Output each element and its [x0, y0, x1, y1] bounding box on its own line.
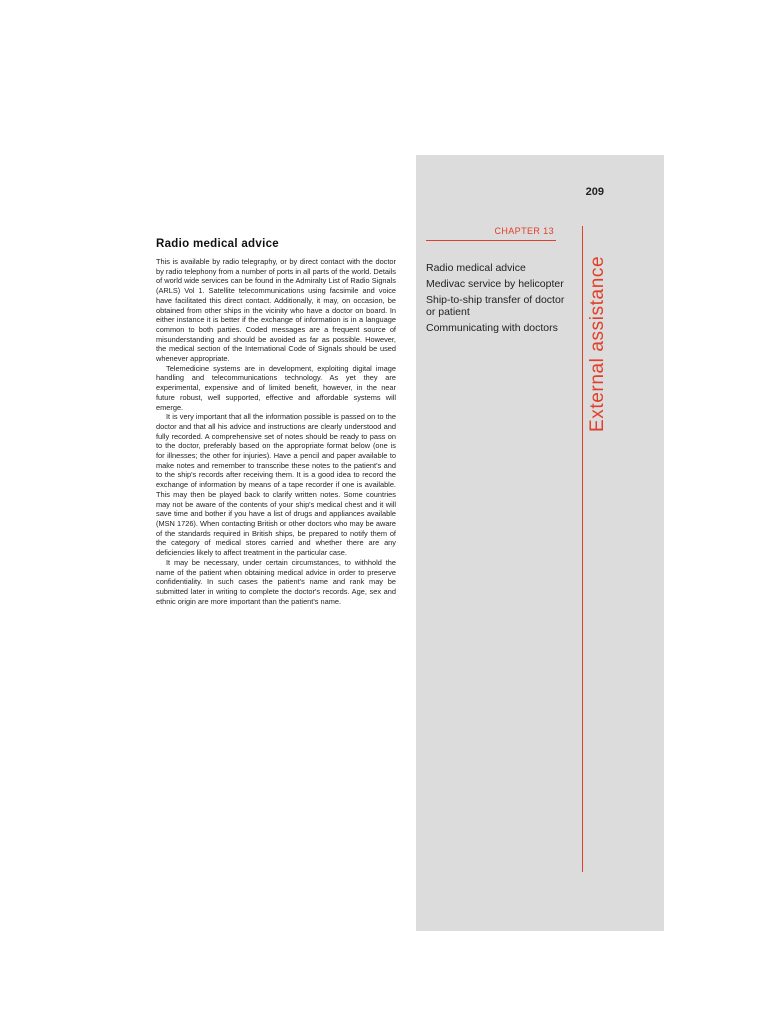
running-title: External assistance: [587, 255, 608, 432]
body-paragraph: It may be necessary, under certain circumstances, to withhold the name of the patient when obtaining medical advice in order to preserve confidentiality. In such cases the patient's name and rank may be submitted later in writing to complete the doctor's records. Age, sex and ethnic origin are more important than the patient's name.: [156, 557, 396, 606]
chapter-contents-list: [426, 262, 566, 338]
body-paragraph: Telemedicine systems are in development, exploiting digital image handling and telecommunications technology. As yet they are experimental, expensive and of limited benefit, however, in the near future robust, well supported, effective and affordable systems will emerge.: [156, 363, 396, 412]
chapter-divider: [426, 240, 556, 241]
contents-item: Communicating with doctors: [426, 322, 558, 334]
page-number: 209: [585, 186, 604, 198]
section-heading: Radio medical advice: [156, 238, 279, 250]
contents-item: Ship-to-ship transfer of doctor or patient: [426, 294, 565, 318]
vertical-divider: [582, 226, 583, 872]
contents-item: Radio medical advice: [426, 262, 526, 274]
body-paragraph: This is available by radio telegraphy, or by direct contact with the doctor by radio telephony from a number of ports in all parts of the world. Details of world wide services can be found in the Admiralty List of Radio Signals (ARLS) Vol 1. Satellite telecommunications using facsimile and voice have facilitated this direct contact. Additionally, it may, on occasion, be obtained from other ships in the vicinity who have a doctor on board. In either instance it is better if the exchange of information is in a language common to both parties. Coded messages are a frequent source of misunderstanding and should be avoided as far as possible. However, the medical section of the International Code of Signals should be used whenever appropriate.: [156, 257, 396, 364]
chapter-label: CHAPTER 13: [494, 226, 554, 236]
contents-item: Medivac service by helicopter: [426, 278, 564, 290]
body-paragraph: It is very important that all the information possible is passed on to the doctor and that all his advice and instructions are clearly understood and fully recorded. A comprehensive set of notes should be ready to pass on to the doctor, preferably based on the appropriate format below (one is for illnesses; the other for injuries). Have a pencil and paper available to make notes and remember to transcribe these notes to the patient's and to the ship's records after receiving them. It is a good idea to record the exchange of information by means of a tape recorder if one is available. This may then be played back to clarify written notes. Some countries may not be aware of the contents of your ship's medical chest and it will save time and bother if you have a list of drugs and appliances available (MSN 1726). When contacting British or other doctors who may be aware of the standards required in British ships, be prepared to notify them of the category of medical stores carried and whether there are any deficiencies likely to affect treatment in the particular case.: [156, 412, 396, 558]
article-body: [156, 257, 396, 606]
